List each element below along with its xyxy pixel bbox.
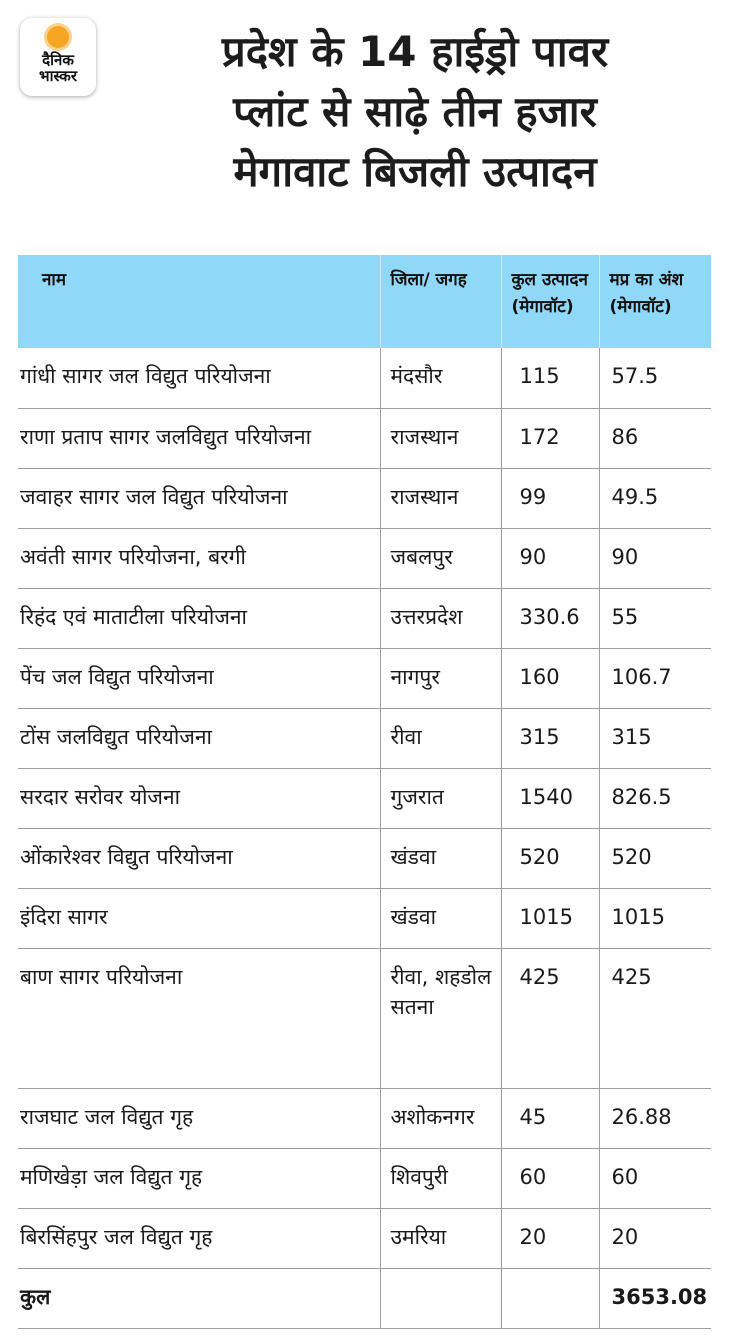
headline-line-3: मेगावाट बिजली उत्पादन: [233, 147, 597, 196]
table-row: [18, 948, 711, 1088]
cell-district: अशोकनगर: [380, 1088, 501, 1148]
cell-mp-share: 49.5: [599, 468, 711, 528]
cell-total: 1015: [501, 888, 599, 948]
cell-mp-share: 520: [599, 828, 711, 888]
cell-mp-share: 425: [599, 948, 711, 1088]
cell-name: राणा प्रताप सागर जलविद्युत परियोजना: [18, 408, 380, 468]
cell-total: 99: [501, 468, 599, 528]
cell-name: इंदिरा सागर: [18, 888, 380, 948]
cell-district: खंडवा: [380, 828, 501, 888]
cell-district: गुजरात: [380, 768, 501, 828]
table-row: [18, 768, 711, 828]
table-row: [18, 1088, 711, 1148]
cell-total: 520: [501, 828, 599, 888]
cell-name: सरदार सरोवर योजना: [18, 768, 380, 828]
cell-mp-share: 60: [599, 1148, 711, 1208]
header-district: जिला/ जगह: [380, 255, 501, 348]
hydro-power-table: [18, 255, 711, 1329]
dainik-bhaskar-logo: [20, 18, 96, 96]
cell-mp-share: 315: [599, 708, 711, 768]
header-name: नाम: [18, 255, 380, 348]
cell-district: जबलपुर: [380, 528, 501, 588]
cell-total: 1540: [501, 768, 599, 828]
cell-mp-share: 106.7: [599, 648, 711, 708]
table-row: [18, 348, 711, 408]
header-total-production: कुल उत्पादन (मेगावॉट): [501, 255, 599, 348]
cell-district: मंदसौर: [380, 348, 501, 408]
table-row: [18, 528, 711, 588]
table-row: [18, 588, 711, 648]
table-total-row: [18, 1268, 711, 1328]
cell-mp-share: 826.5: [599, 768, 711, 828]
cell-total: 172: [501, 408, 599, 468]
cell-total: 60: [501, 1148, 599, 1208]
table-row: [18, 648, 711, 708]
total-production-empty: [501, 1268, 599, 1328]
cell-name: रिहंद एवं माताटीला परियोजना: [18, 588, 380, 648]
cell-total: 315: [501, 708, 599, 768]
total-district-empty: [380, 1268, 501, 1328]
cell-mp-share: 90: [599, 528, 711, 588]
cell-total: 45: [501, 1088, 599, 1148]
cell-district: रीवा, शहडोल सतना: [380, 948, 501, 1088]
headline-line-1: प्रदेश के 14 हाईड्रो पावर: [221, 27, 609, 76]
cell-name: मणिखेड़ा जल विद्युत गृह: [18, 1148, 380, 1208]
table-header-row: [18, 255, 711, 348]
sun-icon: [47, 26, 69, 48]
headline: [110, 22, 720, 202]
cell-district: राजस्थान: [380, 408, 501, 468]
cell-total: 425: [501, 948, 599, 1088]
cell-total: 330.6: [501, 588, 599, 648]
table-row: [18, 708, 711, 768]
table-row: [18, 888, 711, 948]
cell-total: 160: [501, 648, 599, 708]
cell-name: राजघाट जल विद्युत गृह: [18, 1088, 380, 1148]
cell-district: खंडवा: [380, 888, 501, 948]
cell-district: उत्तरप्रदेश: [380, 588, 501, 648]
table-row: [18, 828, 711, 888]
header-mp-share: मप्र का अंश (मेगावॉट): [599, 255, 711, 348]
table-row: [18, 1148, 711, 1208]
cell-district: राजस्थान: [380, 468, 501, 528]
cell-mp-share: 20: [599, 1208, 711, 1268]
logo-line-2: भास्कर: [39, 67, 77, 85]
cell-name: पेंच जल विद्युत परियोजना: [18, 648, 380, 708]
table-row: [18, 408, 711, 468]
cell-mp-share: 26.88: [599, 1088, 711, 1148]
cell-name: जवाहर सागर जल विद्युत परियोजना: [18, 468, 380, 528]
cell-mp-share: 86: [599, 408, 711, 468]
cell-total: 20: [501, 1208, 599, 1268]
cell-name: टोंस जलविद्युत परियोजना: [18, 708, 380, 768]
logo-line-1: दैनिक: [42, 51, 74, 69]
cell-mp-share: 57.5: [599, 348, 711, 408]
cell-name: बिरसिंहपुर जल विद्युत गृह: [18, 1208, 380, 1268]
cell-mp-share: 1015: [599, 888, 711, 948]
cell-name: गांधी सागर जल विद्युत परियोजना: [18, 348, 380, 408]
cell-district: शिवपुरी: [380, 1148, 501, 1208]
headline-line-2: प्लांट से साढ़े तीन हजार: [233, 87, 597, 136]
table-row: [18, 1208, 711, 1268]
table-row: [18, 468, 711, 528]
cell-district: उमरिया: [380, 1208, 501, 1268]
cell-district: नागपुर: [380, 648, 501, 708]
cell-district: रीवा: [380, 708, 501, 768]
cell-name: बाण सागर परियोजना: [18, 948, 380, 1088]
cell-total: 115: [501, 348, 599, 408]
cell-mp-share: 55: [599, 588, 711, 648]
total-mp-share: 3653.08: [599, 1268, 711, 1328]
total-label: कुल: [18, 1268, 380, 1328]
cell-name: अवंती सागर परियोजना, बरगी: [18, 528, 380, 588]
cell-name: ओंकारेश्वर विद्युत परियोजना: [18, 828, 380, 888]
cell-total: 90: [501, 528, 599, 588]
